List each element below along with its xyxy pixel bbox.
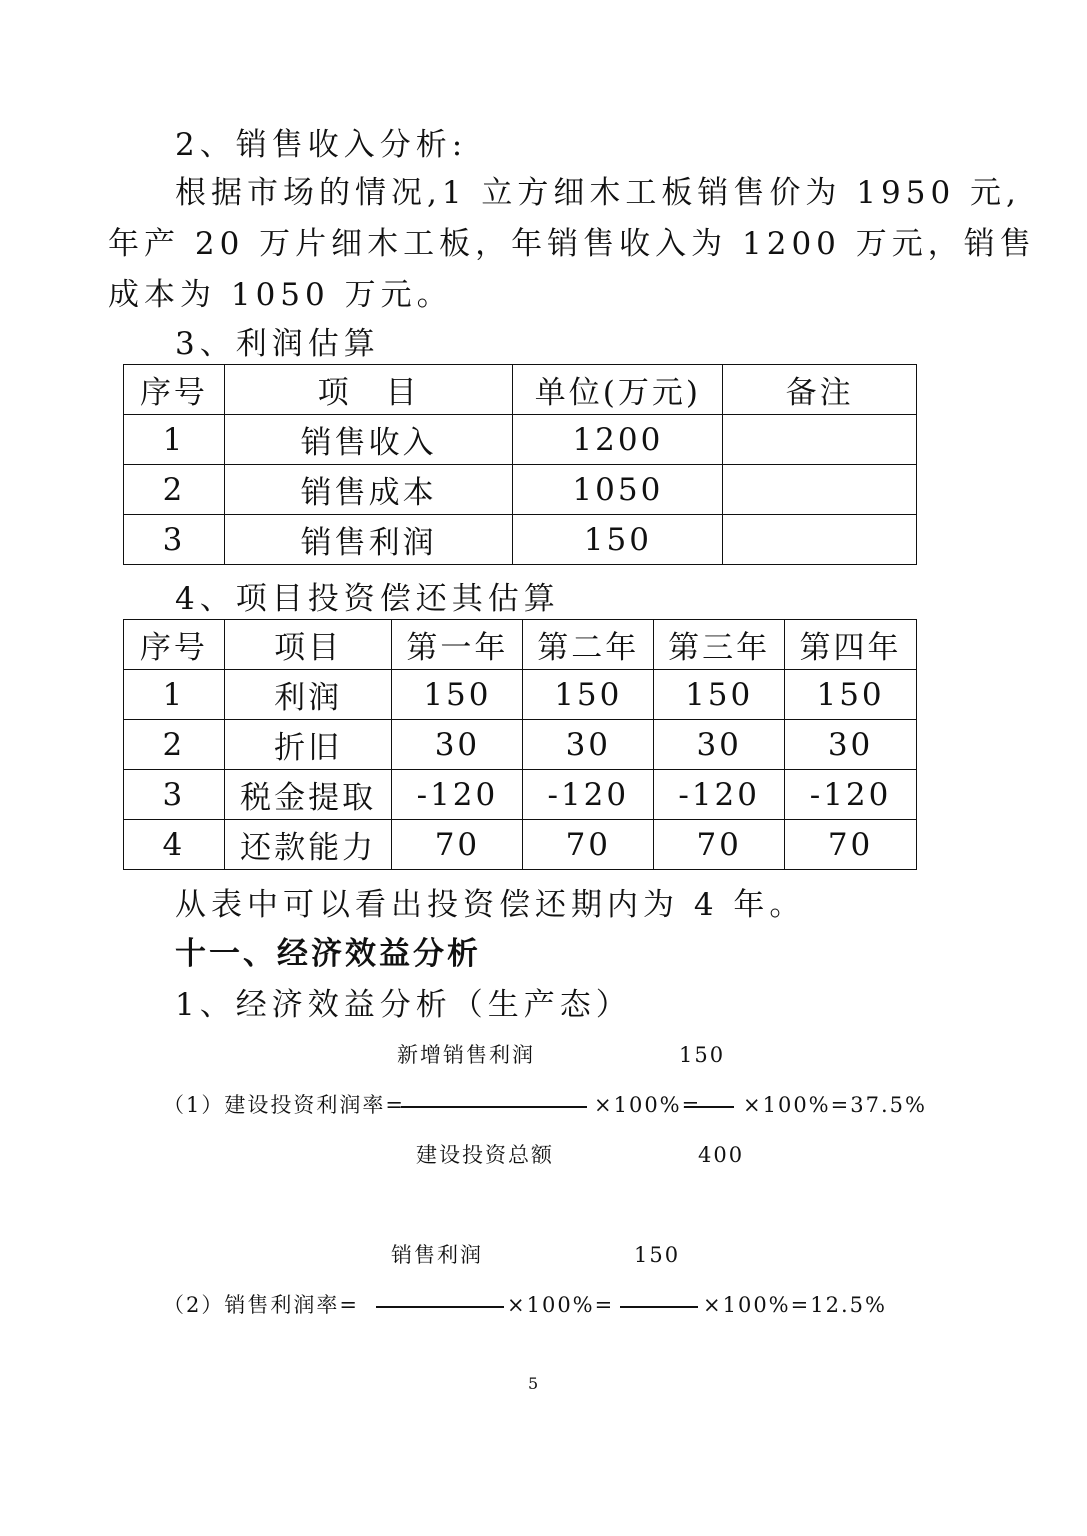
table-row (124, 465, 917, 515)
table-cell: 销售收入 (224, 415, 513, 465)
table-cell: 折旧 (224, 720, 392, 770)
table-cell: 销售成本 (224, 465, 513, 515)
table-cell: 30 (654, 720, 785, 770)
table-cell: 2 (124, 720, 225, 770)
table-cell: 30 (785, 720, 917, 770)
repayment-estimate-title: 4、项目投资偿还其估算 (175, 581, 560, 617)
formula-1-denominator-value: 400 (698, 1143, 745, 1167)
sales-paragraph-line-2: 年产 20 万片细木工板，年销售收入为 1200 万元，销售 (108, 226, 1036, 262)
sales-paragraph-line-1: 根据市场的情况,1 立方细木工板销售价为 1950 元, (175, 175, 1021, 211)
table-cell: 1 (124, 415, 225, 465)
table-cell: 70 (392, 820, 523, 870)
table-cell: 30 (523, 720, 654, 770)
table-cell: 1050 (513, 465, 723, 515)
page-number: 5 (528, 1374, 539, 1393)
table-cell: 70 (654, 820, 785, 870)
sales-paragraph-line-3: 成本为 1050 万元。 (108, 277, 453, 313)
header-cell: 第二年 (523, 620, 654, 670)
formula-1-prefix: （1）建设投资利润率= (163, 1093, 405, 1117)
table-header-row (124, 620, 917, 670)
table-cell: 利润 (224, 670, 392, 720)
repayment-conclusion: 从表中可以看出投资偿还期内为 4 年。 (175, 887, 806, 923)
formula-1-numerator-value: 150 (679, 1043, 726, 1067)
table-cell: 1200 (513, 415, 723, 465)
table-cell: -120 (392, 770, 523, 820)
header-cell: 序号 (124, 365, 225, 415)
formula-2-value-bar (620, 1306, 698, 1308)
header-cell: 项目 (224, 620, 392, 670)
header-cell: 第一年 (392, 620, 523, 670)
table-cell: 150 (523, 670, 654, 720)
table-cell: 还款能力 (224, 820, 392, 870)
table-cell: 税金提取 (224, 770, 392, 820)
sales-analysis-title: 2、销售收入分析: (175, 127, 468, 163)
table-row (124, 670, 917, 720)
profit-table (123, 364, 917, 565)
table-cell: 150 (785, 670, 917, 720)
table-cell (723, 465, 917, 515)
table-cell: -120 (785, 770, 917, 820)
header-cell: 备注 (723, 365, 917, 415)
table-cell: -120 (654, 770, 785, 820)
profit-estimate-title: 3、利润估算 (175, 326, 380, 362)
formula-2-prefix: （2）销售利润率= (163, 1293, 359, 1317)
table-cell: 150 (513, 515, 723, 565)
table-cell (723, 515, 917, 565)
formula-1-result: ×100%=37.5% (743, 1093, 927, 1117)
table-cell: 3 (124, 515, 225, 565)
header-cell: 项 目 (224, 365, 513, 415)
header-cell: 序号 (124, 620, 225, 670)
economic-benefit-subtitle: 1、经济效益分析（生产态） (175, 987, 632, 1023)
formula-1-fraction-bar (401, 1106, 587, 1108)
table-cell: 70 (785, 820, 917, 870)
table-row (124, 415, 917, 465)
table-row (124, 770, 917, 820)
table-row (124, 515, 917, 565)
table-header-row (124, 365, 917, 415)
table-cell: 70 (523, 820, 654, 870)
formula-2-fraction-bar (376, 1306, 504, 1308)
table-row (124, 720, 917, 770)
table-cell: 4 (124, 820, 225, 870)
table-cell: 150 (392, 670, 523, 720)
table-cell: 150 (654, 670, 785, 720)
formula-1-denominator-label: 建设投资总额 (416, 1143, 554, 1167)
header-cell: 第四年 (785, 620, 917, 670)
formula-2-multiplier: ×100%= (507, 1293, 615, 1317)
formula-2-numerator-label: 销售利润 (391, 1243, 483, 1267)
table-cell (723, 415, 917, 465)
formula-1-numerator-label: 新增销售利润 (397, 1043, 535, 1067)
economic-benefit-heading: 十一、经济效益分析 (175, 936, 481, 972)
formula-2-result: ×100%=12.5% (703, 1293, 887, 1317)
formula-1-multiplier: ×100%= (594, 1093, 702, 1117)
table-row (124, 820, 917, 870)
table-cell: -120 (523, 770, 654, 820)
table-cell: 3 (124, 770, 225, 820)
table-cell: 30 (392, 720, 523, 770)
formula-2-numerator-value: 150 (634, 1243, 681, 1267)
header-cell: 第三年 (654, 620, 785, 670)
repayment-table (123, 619, 917, 870)
formula-1-value-bar (684, 1106, 734, 1108)
table-cell: 销售利润 (224, 515, 513, 565)
header-cell: 单位(万元) (513, 365, 723, 415)
table-cell: 2 (124, 465, 225, 515)
table-cell: 1 (124, 670, 225, 720)
